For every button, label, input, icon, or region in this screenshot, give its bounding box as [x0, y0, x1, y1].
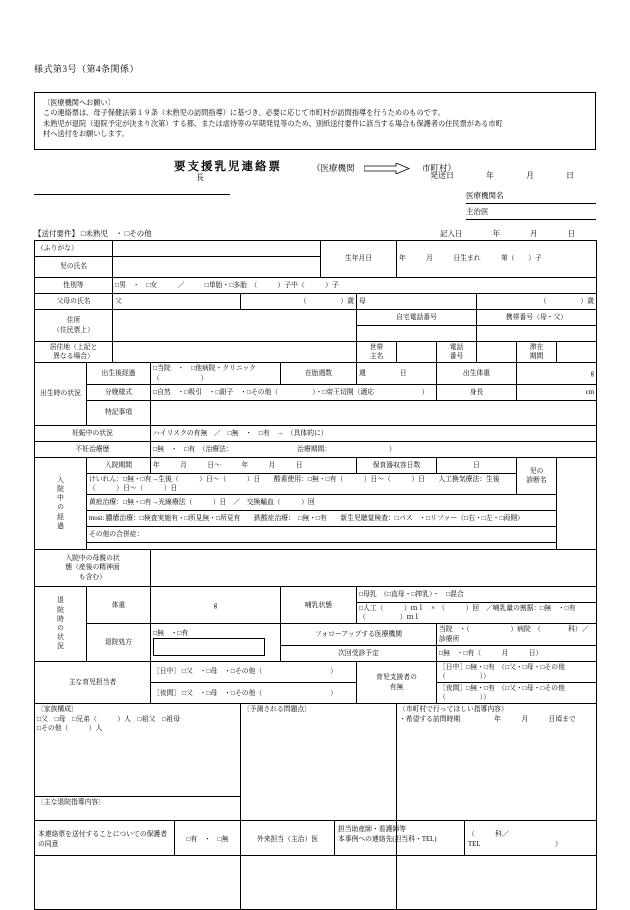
- problems-label: 〔予測される問題点〕: [243, 706, 311, 714]
- birth-time-label: 出生後経過: [87, 363, 151, 384]
- consent-label: 本連絡票を送付することについての保護者の同意: [35, 821, 175, 856]
- contact-label-2: 本事例への連絡先(担当科・TEL): [338, 836, 437, 843]
- residence-label: 居住地（上記と 異なる場合）: [35, 342, 113, 363]
- consent-value[interactable]: □有 ・ □無: [175, 821, 241, 856]
- hospital-detail-spacer: [87, 543, 557, 550]
- discharge-med-box[interactable]: [153, 638, 265, 656]
- stay-period-value[interactable]: [557, 342, 597, 363]
- father-name[interactable]: 父: [113, 294, 241, 310]
- problems-box[interactable]: [241, 704, 397, 910]
- caregiver-day-label: ［日中］: [153, 668, 181, 676]
- caregiver-night-value[interactable]: □父 ・□母 ・□その他（ ）: [181, 689, 337, 697]
- caregiver-day-value[interactable]: □父 ・□母 ・□その他（ ）: [181, 668, 337, 676]
- note-value[interactable]: [151, 400, 597, 425]
- householder-label: 世帯 主名: [357, 342, 397, 363]
- doctor-line: [466, 218, 596, 220]
- discharge-med-options[interactable]: □無 ・□有: [153, 629, 189, 637]
- diagnosis-value[interactable]: [557, 457, 597, 549]
- notice-line-3: 未熟児が退院（退院予定が決まり次第）する都、または虐待等の早期発見等のため、別紙送付要件に該当する場合も保護者の住民票がある市町: [43, 119, 503, 128]
- height-label: 身長: [437, 384, 517, 400]
- hospitalization-label: 入 院 中 の 経 過: [35, 457, 87, 549]
- feeding-value-1[interactable]: □母乳 （□直母・□搾乳）・ □混合: [357, 587, 597, 603]
- hospital-period-label: 入院期間: [87, 457, 151, 473]
- soufu-opt-premature[interactable]: □未熟児 ・: [80, 229, 123, 238]
- page-title: 要支援乳児連絡票: [174, 161, 282, 173]
- gestational-weeks-value[interactable]: 週 日: [357, 363, 437, 384]
- family-line-2[interactable]: □その他（ ）人: [37, 724, 103, 732]
- residence-tel-value[interactable]: [477, 342, 517, 363]
- title-source: （医療機関: [312, 163, 355, 173]
- soufu-requirements: [34, 228, 152, 239]
- city-instructions-label: （市町村で行ってほしい指導内容）: [399, 706, 508, 714]
- support-label: 育児支援者の 有無: [357, 661, 437, 704]
- cho-label: 長: [196, 173, 204, 182]
- next-visit-label: 次回受診予定: [281, 645, 437, 661]
- hospital-name-label: 医療機関名: [466, 191, 504, 200]
- city-instructions-box[interactable]: [397, 704, 597, 910]
- incubator-days-label: 保育器収容日数: [357, 457, 437, 473]
- child-name-value[interactable]: [113, 257, 321, 278]
- hospital-detail-1[interactable]: けいれん：□無・□有→生後（ ）日～（ ）日 酸素使用：□無・□有（ ）日～（ ）日 人工換気療法：生後（ ）日～（ ）日: [87, 473, 517, 494]
- stay-period-label: 滞在 期間: [517, 342, 557, 363]
- caregiver-day[interactable]: [151, 661, 357, 682]
- entry-date: 記入日 年 月 日: [440, 229, 575, 238]
- birth-weight-value[interactable]: g: [517, 363, 597, 384]
- weight-label: 体重: [87, 587, 151, 624]
- mother-name[interactable]: 母: [357, 294, 477, 310]
- delivery-label: 分娩様式: [87, 384, 151, 400]
- address-value[interactable]: [113, 310, 357, 342]
- birth-weight-label: 出生体重: [437, 363, 517, 384]
- birth-time-value[interactable]: □当院 ・ □他病院・クリニック（ ）: [151, 363, 281, 384]
- family-line-1[interactable]: □父 □母 □兄弟（ ）人 □祖父 □祖母: [37, 715, 180, 723]
- furigana-value[interactable]: [113, 241, 321, 257]
- feeding-label: 哺乳状態: [281, 587, 357, 624]
- address-label: 住所 （住民票上）: [35, 310, 113, 342]
- main-form-table: [34, 240, 597, 910]
- dispatch-date: 発送日 年 月 日: [430, 171, 574, 180]
- birth-date-value[interactable]: 年 月 日生まれ 第（ ）子: [397, 241, 597, 278]
- householder-value[interactable]: [397, 342, 437, 363]
- tel-mobile-value[interactable]: [477, 326, 597, 342]
- note-label: 特記事項: [87, 400, 151, 425]
- support-night[interactable]: ［夜間］□無・□有 （□父・□母・□その他（ ））: [437, 683, 597, 704]
- bottom-table: [34, 820, 597, 856]
- birth-status-label: 出生時の状況: [35, 363, 87, 425]
- caregiver-night-label: ［夜間］: [153, 689, 181, 697]
- hospital-detail-3[interactable]: most: 膿瘡治療：□検査実施有・□所見無・□所見有 鉄酸症治療： □無・□有 新生児聴覚検査：□パス ・□リファー（□右・□左・□両側）: [87, 511, 557, 527]
- family-composition[interactable]: [35, 704, 241, 797]
- incubator-days-value[interactable]: 日: [437, 457, 517, 473]
- contact-value[interactable]: （ 科／TEL ）: [465, 821, 597, 856]
- pregnancy-value[interactable]: ハイリスクの有無 ／ □無 ・ □有 → （具体的に）: [151, 425, 597, 441]
- support-day[interactable]: ［日中］□無・□有 （□父・□母・□その他（ ））: [437, 661, 597, 682]
- hospital-detail-4[interactable]: その他の合併症：: [87, 527, 557, 543]
- contact-label: [335, 821, 465, 856]
- contact-label-1: 担当助産師・看護師等: [338, 826, 406, 833]
- soufu-opt-other[interactable]: □その他: [124, 229, 152, 238]
- sex-label: 性別等: [35, 278, 113, 294]
- notice-line-2: この連絡票は、母子保健法第１９条（未熟児の訪問指導）に基づき、必要に応じて市町村が訪問指導を行うためのものです。: [43, 109, 445, 118]
- family-label: 〔家族構成〕: [37, 706, 78, 714]
- doctor-label: 主治医: [466, 207, 489, 216]
- city-name-line: [34, 182, 230, 195]
- feeding-value-2[interactable]: □人工（ ）ｍｌ × （ ）回 ／哺乳量の割据：□無 ・□有 （ ）ｍｌ: [357, 603, 597, 624]
- discharge-med-label: 退院処方: [87, 624, 151, 661]
- birth-date-label: 生年月日: [321, 241, 397, 278]
- residence-value[interactable]: [113, 342, 357, 363]
- mother-state-value[interactable]: [151, 550, 597, 587]
- title-destination: 市町村）: [422, 163, 457, 173]
- tel-home-label: 自宅電話番号: [357, 310, 477, 326]
- mother-age[interactable]: （ ）歳: [477, 294, 597, 310]
- mother-state-label: 入院中の母親の状 態（産後の精神面 も含む）: [35, 550, 151, 587]
- hospital-period-value[interactable]: 年 月 日～ 年 月 日: [151, 457, 357, 473]
- tel-mobile-label: 携帯番号（母・父）: [477, 310, 597, 326]
- height-value[interactable]: cm: [517, 384, 597, 400]
- sex-value[interactable]: □男 ・ □女 ／ □単胎・□多胎 （ ）子中（ ）子: [113, 278, 597, 294]
- hospital-detail-2[interactable]: 黄疸治療：□無・□有→光線療法（ ）日 ／ 交換輸血（ ）回: [87, 495, 557, 511]
- weight-value[interactable]: g: [151, 587, 281, 624]
- followup-value[interactable]: 当院 ・（ ）病院 （ 科）／診療所: [437, 624, 597, 645]
- outpatient-doctor-label: 外来担当（主治）医: [241, 821, 335, 856]
- delivery-value[interactable]: □自然 ・□吸引 ・□鉗子 ・□その他（ ）・□帝王切開（適応 ）: [151, 384, 437, 400]
- residence-tel-label: 電話 番号: [437, 342, 477, 363]
- followup-label: フォローアップする医療機関: [281, 624, 437, 645]
- hospital-name-line: [466, 202, 596, 204]
- soufu-label: 【送付要件】: [34, 229, 79, 238]
- arrow-icon: [364, 163, 410, 174]
- notice-line-4: 村へ送付をお願いします。: [43, 130, 129, 139]
- discharge-status-label: 退 院 時 の 状 況: [35, 587, 87, 662]
- caregiver-label: 主な育児担当者: [35, 661, 151, 704]
- furigana-label: （ふりがな）: [35, 241, 113, 257]
- discharge-guidance-label: 〔主な退院指導内容〕: [37, 799, 105, 807]
- pregnancy-label: 妊娠中の状況: [35, 425, 151, 441]
- fertility-label: 不妊治療歴: [35, 441, 151, 457]
- father-age[interactable]: （ ）歳: [241, 294, 357, 310]
- gestational-weeks-label: 在胎週数: [281, 363, 357, 384]
- form-number: 様式第3号（第4条関係）: [34, 64, 140, 74]
- child-name-label: 児の氏名: [35, 257, 113, 278]
- caregiver-night[interactable]: [151, 683, 357, 704]
- tel-home-value[interactable]: [357, 326, 477, 342]
- city-instructions-line-1[interactable]: ・希望する訪問時期 年 月 日頃まで: [399, 715, 576, 723]
- next-visit-value[interactable]: □無 ・□有（ 月 日）: [437, 645, 597, 661]
- notice-line-1: 〔医療機関へお願い〕: [43, 99, 115, 107]
- notice-box: [34, 92, 596, 150]
- parents-name-label: 父母の氏名: [35, 294, 113, 310]
- fertility-value[interactable]: □無 ・ □有 （治療法： 治療期間： ）: [151, 441, 597, 457]
- discharge-med-value[interactable]: [151, 624, 281, 661]
- diagnosis-label: 児の 診断名: [517, 457, 557, 494]
